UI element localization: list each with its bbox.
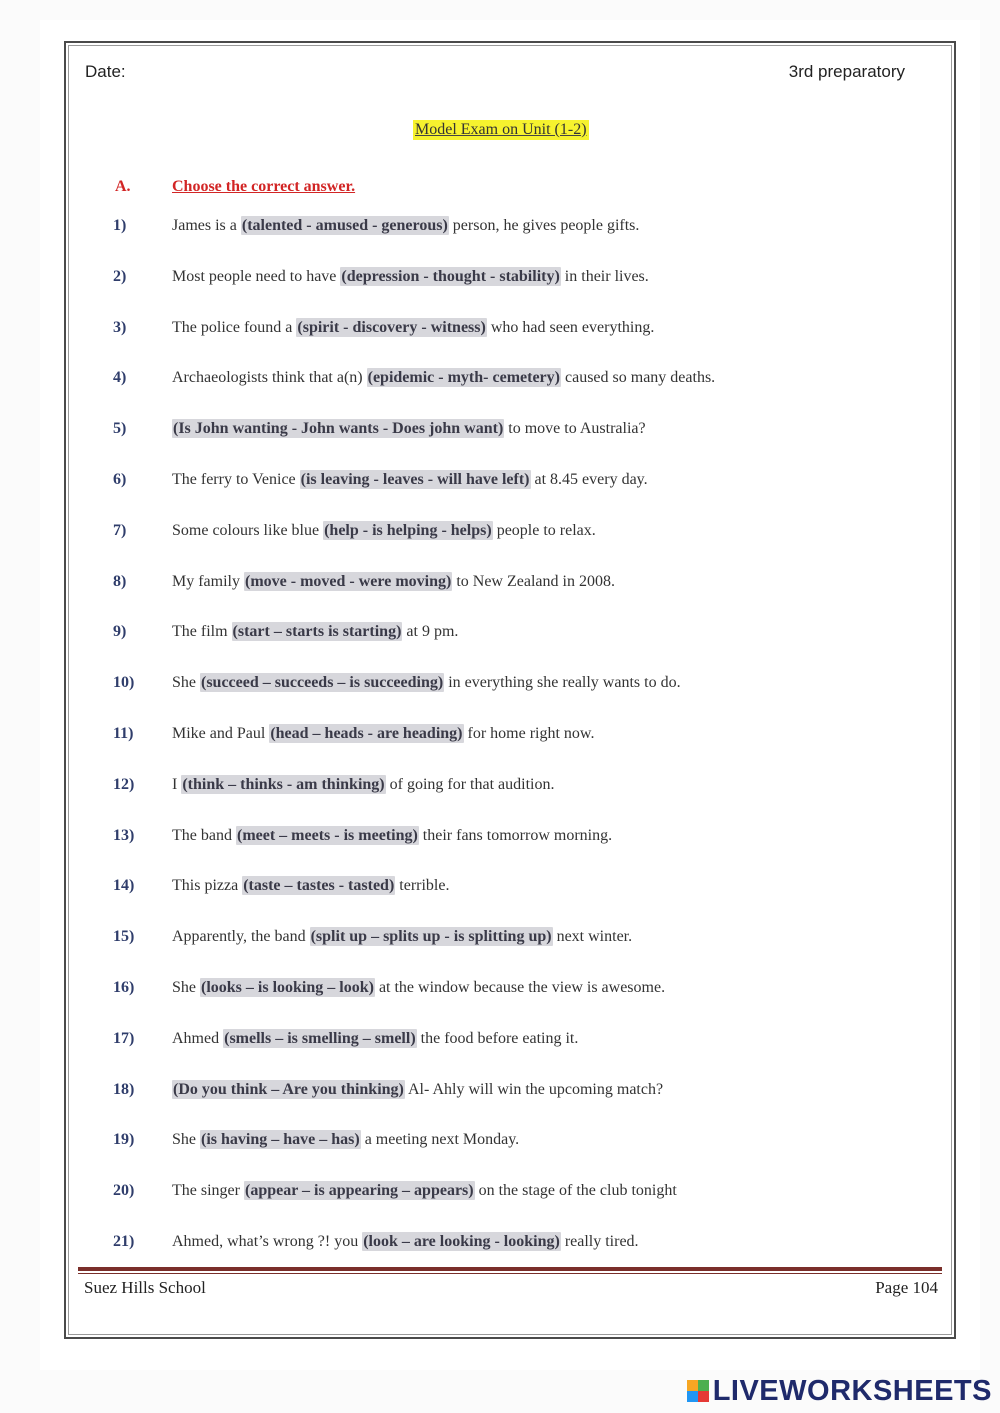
answer-options[interactable]: (appear – is appearing – appears) xyxy=(244,1182,474,1199)
answer-options[interactable]: (Do you think – Are you thinking) xyxy=(173,1081,404,1098)
question-item xyxy=(0,1128,1000,1152)
question-stem-end: who had seen everything. xyxy=(486,319,655,336)
answer-options[interactable]: (move - moved - were moving) xyxy=(245,573,452,590)
question-number: 4) xyxy=(113,369,127,386)
footer-divider-thin xyxy=(78,1273,942,1274)
answer-options[interactable]: (head – heads - are heading) xyxy=(270,725,463,742)
question-number: 6) xyxy=(113,471,127,488)
question-stem-end: in their lives. xyxy=(560,268,649,285)
grade-label: 3rd preparatory xyxy=(788,62,905,81)
liveworksheets-logo xyxy=(687,1374,992,1408)
question-stem-start: The band xyxy=(172,827,236,844)
question-stem-start: James is a xyxy=(172,217,241,234)
question-item xyxy=(0,874,1000,898)
question-number: 7) xyxy=(113,522,127,539)
answer-options[interactable]: (is having – have – has) xyxy=(201,1131,360,1148)
question-item xyxy=(0,265,1000,289)
question-number: 19) xyxy=(113,1131,135,1148)
question-stem-end: at 9 pm. xyxy=(402,623,459,640)
question-text xyxy=(172,1230,639,1254)
question-text xyxy=(172,824,612,848)
question-item xyxy=(0,316,1000,340)
question-stem-start: Some colours like blue xyxy=(172,522,324,539)
question-number: 14) xyxy=(113,877,135,894)
page-number: Page 104 xyxy=(875,1278,938,1297)
section-heading: Choose the correct answer. xyxy=(172,178,356,195)
answer-options[interactable]: (spirit - discovery - witness) xyxy=(297,319,486,336)
answer-options[interactable]: (taste – tastes - tasted) xyxy=(243,877,395,894)
question-text xyxy=(172,570,615,594)
question-item xyxy=(0,366,1000,390)
question-stem-start: Ahmed xyxy=(172,1030,224,1047)
school-name: Suez Hills School xyxy=(84,1278,206,1297)
question-item xyxy=(0,1230,1000,1254)
answer-options[interactable]: (split up – splits up - is splitting up) xyxy=(310,928,552,945)
answer-options[interactable]: (succeed – succeeds – is succeeding) xyxy=(201,674,444,691)
question-text xyxy=(172,671,681,695)
question-number: 10) xyxy=(113,674,135,691)
question-stem-end: at 8.45 every day. xyxy=(530,471,648,488)
question-item xyxy=(0,468,1000,492)
question-item xyxy=(0,722,1000,746)
answer-options[interactable]: (looks – is looking – look) xyxy=(201,979,374,996)
question-stem-start: Mike and Paul xyxy=(172,725,270,742)
question-item xyxy=(0,671,1000,695)
question-item xyxy=(0,1078,1000,1102)
question-text xyxy=(172,214,639,238)
question-item xyxy=(0,570,1000,594)
question-item xyxy=(0,1179,1000,1203)
question-text xyxy=(172,1179,677,1203)
question-item xyxy=(0,773,1000,797)
answer-options[interactable]: (smells – is smelling – smell) xyxy=(224,1030,416,1047)
question-number: 8) xyxy=(113,573,127,590)
question-stem-start: The police found a xyxy=(172,319,297,336)
question-stem-end: really tired. xyxy=(560,1233,639,1250)
question-stem-end: to move to Australia? xyxy=(504,420,646,437)
question-text xyxy=(172,722,594,746)
question-stem-start: Ahmed, what’s wrong ?! you xyxy=(172,1233,363,1250)
question-text xyxy=(172,773,554,797)
question-stem-end: next winter. xyxy=(552,928,633,945)
question-item xyxy=(0,417,1000,441)
question-stem-end: the food before eating it. xyxy=(416,1030,579,1047)
date-label: Date: xyxy=(85,62,126,81)
question-stem-end: person, he gives people gifts. xyxy=(448,217,640,234)
question-item xyxy=(0,824,1000,848)
question-number: 2) xyxy=(113,268,127,285)
question-text xyxy=(172,1128,519,1152)
question-number: 3) xyxy=(113,319,127,336)
question-text xyxy=(172,620,458,644)
question-stem-end: people to relax. xyxy=(492,522,596,539)
question-stem-end: caused so many deaths. xyxy=(560,369,716,386)
question-stem-start: Most people need to have xyxy=(172,268,341,285)
question-text xyxy=(172,366,715,390)
question-stem-start: The film xyxy=(172,623,232,640)
question-stem-end: terrible. xyxy=(395,877,450,894)
question-stem-end: for home right now. xyxy=(463,725,595,742)
exam-title: Model Exam on Unit (1-2) xyxy=(415,121,587,138)
question-number: 20) xyxy=(113,1182,135,1199)
question-stem-end: in everything she really wants to do. xyxy=(444,674,681,691)
liveworksheets-brand: LIVEWORKSHEETS xyxy=(712,1374,992,1407)
question-stem-end: a meeting next Monday. xyxy=(360,1131,520,1148)
question-number: 21) xyxy=(113,1233,135,1250)
question-text xyxy=(172,519,596,543)
answer-options[interactable]: (talented - amused - generous) xyxy=(241,217,448,234)
question-stem-start: She xyxy=(172,674,200,691)
question-number: 16) xyxy=(113,979,135,996)
question-number: 13) xyxy=(113,827,135,844)
question-number: 11) xyxy=(113,725,134,742)
question-text xyxy=(172,316,654,340)
question-text xyxy=(172,468,648,492)
answer-options[interactable]: (is leaving - leaves - will have left) xyxy=(300,471,530,488)
question-item xyxy=(0,620,1000,644)
question-number: 17) xyxy=(113,1030,135,1047)
question-stem-start: My family xyxy=(172,573,244,590)
question-item xyxy=(0,519,1000,543)
question-stem-end: at the window because the view is awesome. xyxy=(374,979,666,996)
question-stem-end: on the stage of the club tonight xyxy=(474,1182,677,1199)
question-text xyxy=(172,417,646,441)
question-item xyxy=(0,976,1000,1000)
question-text xyxy=(172,976,665,1000)
question-item xyxy=(0,214,1000,238)
question-number: 9) xyxy=(113,623,127,640)
answer-options[interactable]: (epidemic - myth- cemetery) xyxy=(367,369,560,386)
question-text xyxy=(172,1078,663,1102)
answer-options[interactable]: (help - is helping - helps) xyxy=(324,522,492,539)
question-number: 18) xyxy=(113,1081,135,1098)
question-stem-start: Archaeologists think that a(n) xyxy=(172,369,367,386)
question-number: 12) xyxy=(113,776,135,793)
question-stem-start: The singer xyxy=(172,1182,244,1199)
question-stem-start: I xyxy=(172,776,182,793)
answer-options[interactable]: (start – starts is starting) xyxy=(232,623,402,640)
question-stem-start: Apparently, the band xyxy=(172,928,310,945)
question-number: 5) xyxy=(113,420,127,437)
answer-options[interactable]: (look – are looking - looking) xyxy=(363,1233,560,1250)
question-stem-end: Al- Ahly will win the upcoming match? xyxy=(404,1081,664,1098)
question-number: 15) xyxy=(113,928,135,945)
answer-options[interactable]: (meet – meets - is meeting) xyxy=(236,827,418,844)
question-text xyxy=(172,1027,578,1051)
liveworksheets-icon xyxy=(687,1380,709,1402)
question-stem-start: She xyxy=(172,979,200,996)
question-item xyxy=(0,925,1000,949)
question-text xyxy=(172,874,449,898)
question-number: 1) xyxy=(113,217,127,234)
question-text xyxy=(172,265,649,289)
question-text xyxy=(172,925,632,949)
footer-divider xyxy=(78,1267,942,1271)
question-item xyxy=(0,1027,1000,1051)
question-stem-start: This pizza xyxy=(172,877,243,894)
answer-options[interactable]: (Is John wanting - John wants - Does john want) xyxy=(173,420,504,437)
question-stem-start: The ferry to Venice xyxy=(172,471,300,488)
answer-options[interactable]: (depression - thought - stability) xyxy=(341,268,560,285)
question-stem-end: to New Zealand in 2008. xyxy=(452,573,615,590)
question-stem-start: She xyxy=(172,1131,200,1148)
question-stem-end: their fans tomorrow morning. xyxy=(418,827,613,844)
question-stem-end: of going for that audition. xyxy=(385,776,555,793)
section-letter: A. xyxy=(115,178,131,195)
answer-options[interactable]: (think – thinks - am thinking) xyxy=(182,776,385,793)
